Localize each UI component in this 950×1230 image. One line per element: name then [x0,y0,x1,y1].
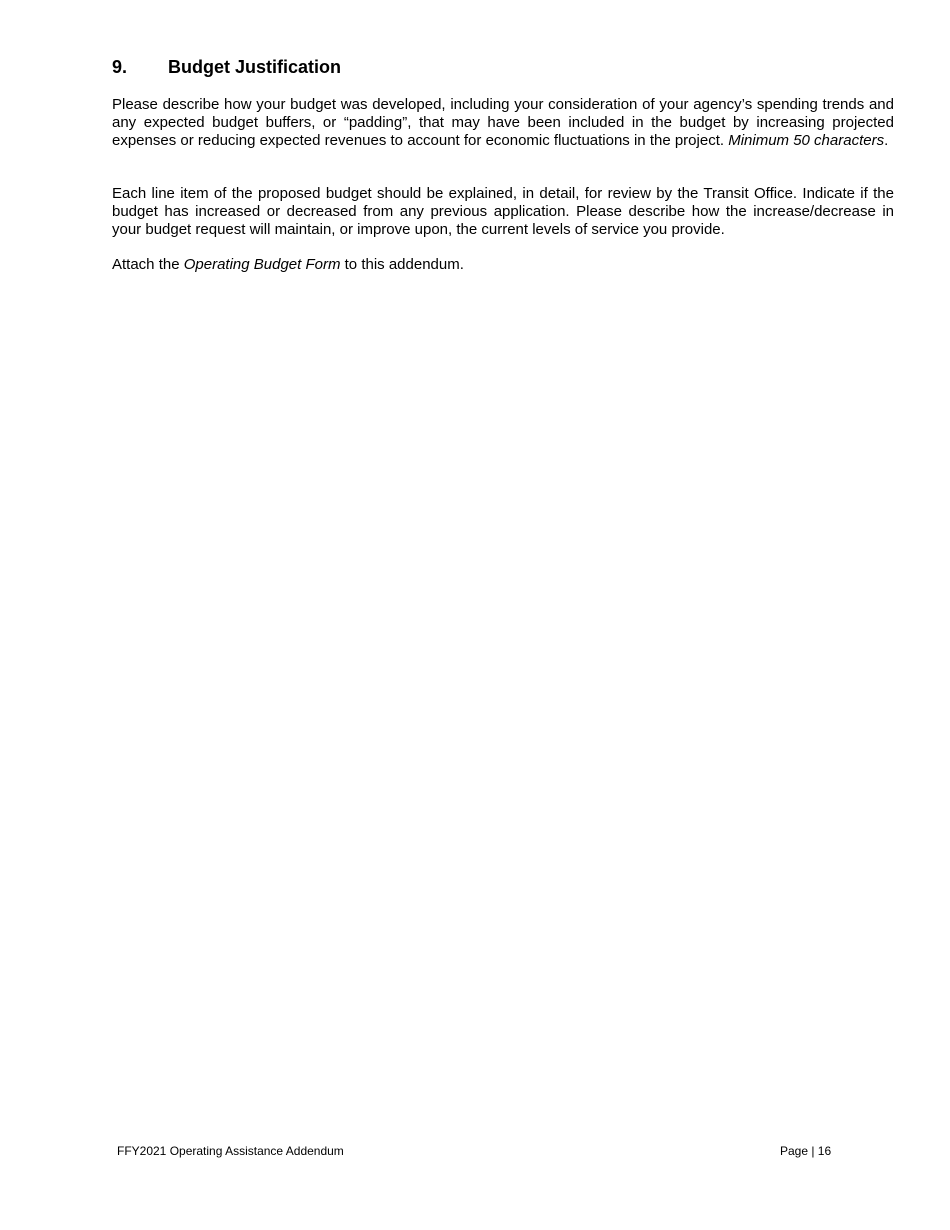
paragraph-text: Please describe how your budget was developed, including your consideration of your agency’s spending trends and any expected budget buffers, or “padding”, that may have been included in the budget by increasing projected expenses or reducing expected revenues to account for economic fluctuations in the project. [112,96,894,149]
paragraph-line-items [112,185,894,239]
paragraph-attach-form [112,256,894,274]
section-title: Budget Justification [168,57,342,77]
minimum-characters-note: Minimum 50 characters [728,132,885,149]
section-number: 9. [112,57,128,77]
paragraph-end: . [884,132,889,149]
paragraph-budget-development [112,96,894,150]
section-heading [112,55,341,79]
footer-page-number: Page | 16 [780,1144,832,1158]
operating-budget-form-reference: Operating Budget Form [183,256,341,273]
attach-text-before: Attach the [112,256,184,273]
attach-text-after: to this addendum. [340,256,464,273]
paragraph-text: Each line item of the proposed budget should be explained, in detail, for review by the Transit Office. Indicate if the budget has increased or decreased from any previous application. Please describe how the increase/decrease in your budget request will maintain, or improve upon, the current levels of service you provide. [112,185,894,238]
footer-document-title: FFY2021 Operating Assistance Addendum [117,1144,344,1158]
